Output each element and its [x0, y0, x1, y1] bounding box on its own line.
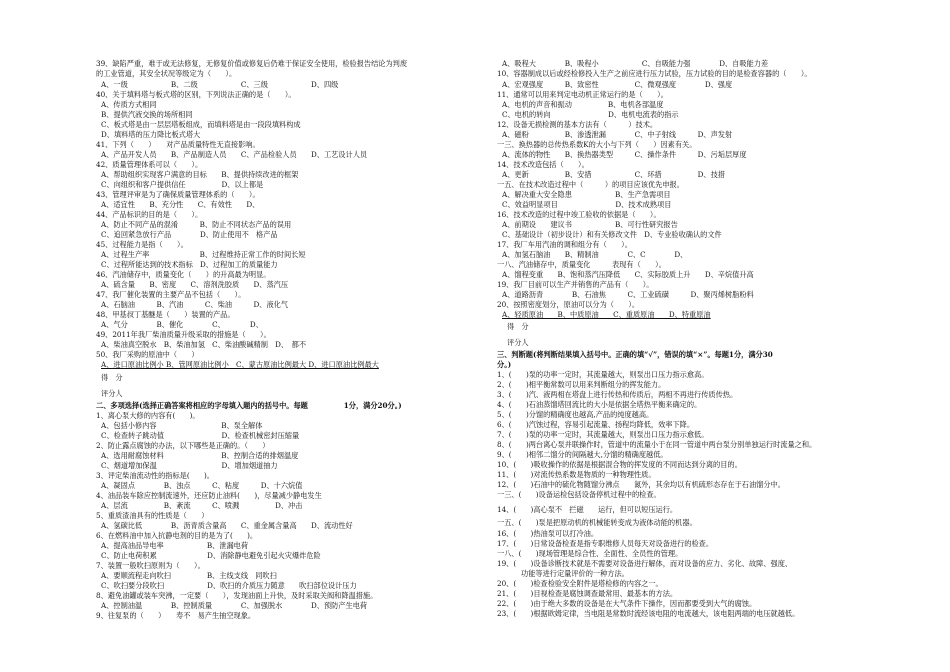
text-line: 44、产品标识的目的是（ ）。	[96, 210, 203, 219]
text-line: 20、按照密度划分，原油可以分为（ ）。	[497, 300, 640, 309]
text-line: 14、技术改造包括（ ）。	[497, 160, 589, 169]
text-line: 一三、换热器的总传热系数K的大小与下列（ ）因素有关。	[497, 140, 697, 149]
text-line: 42、质量管理体系可以（ ）。	[96, 160, 203, 169]
text-line: A、要顺流程走向吹扫 B、主线支线 同吹扫	[101, 571, 277, 580]
text-line: C、效益明显项目 D、技术成熟项目	[502, 200, 672, 209]
text-line: 得 分	[507, 322, 529, 331]
text-line: 5、( )分馏的精确度也越高,产品的纯度越高。	[497, 410, 654, 419]
text-line: A、帮助组织实现客户满意的目标 B、提供持续改进的框架	[101, 170, 299, 179]
text-line: 17、我厂车用汽油的调和组分有（ ）。	[497, 240, 632, 249]
text-line: 45、过程能力是指（ ）。	[96, 240, 188, 249]
text-line: A、控制油温 B、控制质量 C、加强脱水 D、预防产生电荷	[101, 601, 368, 610]
text-line: C、板式塔是由一层层塔板组成，而填料塔是由一段段填料构成	[101, 120, 301, 129]
text-line: 一八、( )现场管理是综合性、全面性、全员性的管理。	[497, 549, 683, 558]
text-line: C、检查转子跳动值 D、检查机械密封压缩量	[101, 431, 300, 440]
text-line: A、吸程大 B、吸程小 C、自吸能力强 D、自吸能力差	[502, 59, 769, 68]
text-line: 50、我厂采购的原油中（ ）	[96, 350, 199, 359]
text-line: 4、油品装车除应控制流速外，还应防止油料( )，尽量减少静电发生	[96, 491, 322, 500]
text-line: A、传质方式相同	[101, 100, 157, 109]
text-line: 12、设备无损检测的基本方法有（ ）技术。	[497, 120, 658, 129]
text-line: 19、( )设备诊断技术就是不需要对设备进行解体，而对设备的应力、劣化、故障、强度、	[497, 559, 793, 568]
text-line: 23、( )根据欧姆定律，当电阻是常数时流经该电阻的电流越大，该电阻两端的电压就越低。	[497, 609, 800, 618]
text-line: A、流体的物性 B、换热器类型 C、操作条件 D、污垢层厚度	[502, 150, 747, 159]
text-line: 17、( )日常设备检查是指专职维修人员每天对设备进行的检查。	[497, 539, 714, 548]
text-line: 9、( )相邻二馏分的间隔越大,分馏的精确度越低。	[497, 450, 668, 459]
text-line: A、磁粉 B、渗透泄漏 C、中子射线 D、声发射	[502, 130, 733, 139]
text-line: C、吹扫要分段吹扫 D、吹扫的介质压力随意 吹扫部位设计压力	[101, 581, 357, 590]
text-line: C、电机的转向 D、电机电流表的指示	[502, 110, 679, 119]
text-line: 的工业管道，其安全状况等级定为（ ）。	[96, 69, 237, 78]
text-line: 11、( )对流传热系数是物质的一种物理性质。	[497, 470, 656, 479]
text-line: D、填料塔的压力降比板式塔大	[101, 130, 201, 139]
text-line: 47、我厂催化装置的主要产品不包括（ ）。	[96, 290, 246, 299]
text-line: 14、( )高心泵不 拦磁 运行，但可以短压运行。	[497, 505, 678, 514]
text-line: 20、( )检查检验安全附件是塔检修的内容之一。	[497, 579, 663, 588]
text-line: A、馏程变重 B、饱和蒸汽压降低 C、实际胶质上升 D、辛烷值升高	[502, 270, 754, 279]
text-line: 得 分	[101, 373, 123, 382]
text-line: A、产品开发人员 B、产品制造人员 C、产品检验人员 D、工艺设计人员	[101, 150, 368, 159]
text-line: 7、( )泵的功率一定时，其流量越大，则泵出口压力指示愈低。	[497, 430, 709, 439]
text-line: A、进口原油比例小 B、管网原油比例小 C、蒙古原油比例最大 D、进口原油比例最大	[101, 360, 379, 369]
text-line: A、前期设 建议书 B、可行性研究报告	[502, 220, 678, 229]
text-line: 8、避免油罐或装车突沸，一定要（ ），发现油面上升快，及时采取关阀和降温措施。	[96, 591, 378, 600]
text-line: 2、( )相平衡常数可以用来判断组分的挥发能力。	[497, 380, 666, 389]
text-line: 19、我厂目前可以生产并销售的产品有（ ）。	[497, 280, 654, 289]
text-line: A、道路沥青 B、石油焦 C、工业硫磺 D、聚丙烯树脂粉料	[502, 290, 754, 299]
text-line: A、柴油真空脱水 B、柴油加氢 C、柴油酸碱精制 D、 都不	[101, 340, 307, 349]
text-line: 8、( )两台离心泵并联操作时，管道中的流量小于在同一管道中两台泵分别单独运行时流量之和。	[497, 440, 817, 449]
text-line: 12、( )石油中的硫化物随馏分沸点 氮外，其余均以有机硫形态存在于石油馏分中。	[497, 480, 785, 489]
text-line: A、防止不同产品的混淆 B、防止不同状态产品的误用	[101, 220, 292, 229]
text-line: A、提高油品导电率 B、泄漏电荷	[101, 541, 249, 550]
text-line: C、基础设计（初步设计）和有关修改文件 D、专业验收确认的文件	[502, 230, 722, 239]
text-line: 一八、汽油储存中，质量变化 表现有（ ）。	[497, 260, 666, 269]
text-line: A、选用耐腐蚀材料 B、控制合适的排烟温度	[101, 451, 299, 460]
text-line: A、包括小修内容 B、泵全解体	[101, 421, 263, 430]
text-line: C、烟道增加保温 D、增加烟道抽力	[101, 461, 278, 470]
text-line: A、一级 B、二级 C、三级 D、四级	[101, 80, 339, 89]
text-line: 16、( )热油泵可以打冷油。	[497, 529, 599, 538]
text-line: A、硫含量 B、密度 C、溶剂洗胶质 D、蒸汽压	[101, 280, 289, 289]
text-line: 40、关于填料塔与板式塔的区别，下列说法正确的是（ ）。	[96, 90, 296, 99]
text-line: 9、往复泵的（ ） 寿不 易产生抽空现象。	[96, 611, 256, 620]
text-line: 分。)	[497, 360, 512, 369]
text-line: 46、汽油储存中，质量变化（ ）的升高最为明显。	[96, 270, 271, 279]
text-line: C、向组织和客户提供信任 D、以上都是	[101, 180, 264, 189]
text-line: 一五、在技术改造过程中（ ）的项目应该优先申报。	[497, 180, 684, 189]
text-line: 4、( )石油蒸馏塔回流比的大小是依据全塔热平衡来确定的。	[497, 400, 702, 409]
text-line: 21、( )目视检查是腐蚀调查最常用、最基本的方法。	[497, 589, 678, 598]
text-line: 2、防止露点腐蚀的办法，以下哪些是正确的。（ ）	[96, 441, 270, 450]
text-line: A、过程生产率 B、过程维持正常工作的时间长短	[101, 250, 306, 259]
text-line: 7、装置一般吹扫原则为（ ）。	[96, 561, 205, 570]
text-line: C、防止电荷积累 D、消除静电避免引起火灾爆炸危险	[101, 551, 321, 560]
text-line: 10、( )吸收操作的依据是根据混合物的挥发度的不同而达到分离的目的。	[497, 460, 742, 469]
text-line: 评分人	[101, 389, 123, 398]
text-line: C、过程所能达到的技术指标 D、过程加工的质量能力	[101, 260, 278, 269]
text-line: A、加氢石脑油 B、精制油 C、C D、	[502, 250, 688, 259]
text-line: 6、在燃料油中加入抗静电剂的目的是为了( )。	[96, 531, 258, 540]
text-line: 6、( )汽蚀过程，容易引起流量、扬程均降低，效率下降。	[497, 420, 695, 429]
text-line: A、凝固点 B、浊点 C、粘度 D、十六烷值	[101, 481, 303, 490]
text-line: 二、多项选择(选择正确答案将相应的字母填入题内的括号中。每题 1分，满分20分。)	[96, 401, 402, 410]
text-line: A、更新 B、安措 C、环措 D、技措	[502, 170, 725, 179]
text-line: B、提供汽液交换的场所相同	[101, 110, 193, 119]
text-line: A、解决重大安全隐患 B、生产急需项目	[502, 190, 671, 199]
text-line: 三、判断题(将判断结果填入括号中。正确的填“√”，错误的填“×”。每题1分，满分30	[497, 350, 773, 359]
text-line: 43、管理评审是为了确保质量管理体系的（ ）。	[96, 190, 260, 199]
text-line: 评分人	[507, 338, 529, 347]
text-line: A、轻质原油 B、中质原油 C、重质原油 D、特重原油	[502, 310, 711, 319]
text-line: 1、离心泵大修的内容有( )。	[96, 411, 200, 420]
text-line: A、石脑油 B、汽油 C、柴油 D、液化气	[101, 300, 289, 309]
text-line: 一三、( )设备运检包括设备停机过程中的检查。	[497, 490, 661, 499]
text-line: 22、( )由于绝大多数的设备是在大气条件下操作，因而都要受到大气的腐蚀。	[497, 599, 757, 608]
text-line: 48、甲基叔丁基醚是（ ）装置的产品。	[96, 310, 235, 319]
text-line: 49、2011年我厂柴油质量升级采取的措施是（ ）。	[96, 330, 271, 339]
text-line: 1、( )泵的功率一定时，其流量越大，则泵出口压力指示愈高。	[497, 370, 709, 379]
text-line: 16、技术改造的过程中竣工验收的依据是（ ）。	[497, 210, 661, 219]
text-line: 11、通常可以用来判定电动机正常运行的是（ ）。	[497, 90, 668, 99]
text-line: 一五、( )泵是把原动机的机械能转变成为液体动能的机器。	[497, 518, 697, 527]
text-line: 39、缺陷严重，难于或无法修复，无修复价值或修复后仍难于保证安全使用，检验报告结论为判废	[96, 59, 408, 68]
text-line: A、电机的声音和振动 B、电机各部温度	[502, 100, 664, 109]
text-line: 3、评定柴油流动性的指标是( )。	[96, 471, 214, 480]
text-line: A、氢碳比低 B、沥青质含量高 C、重金属含量高 D、流动性好	[101, 521, 353, 530]
text-line: C、追回紧急放行产品 D、防止使用不 格产品	[101, 230, 278, 239]
text-line: A、气分 B、催化 C、 D、	[101, 320, 263, 329]
text-line: A、宏观强度 B、致密性 C、微观强度 D、强度	[502, 80, 733, 89]
text-line: A、适宜性 B、充分性 C、有效性 D、	[101, 200, 260, 209]
text-line: A、层流 B、紊流 C、喷溅 D、冲击	[101, 501, 303, 510]
text-line: 41、下列（ ） 对产品质量特性无直接影响。	[96, 140, 260, 149]
text-line: 3、( )汽、液两相在塔盘上进行传热和传质后，两相不再进行传质传热。	[497, 390, 738, 399]
text-line: 10、容器制成以后或经检修投入生产之前应进行压力试验，压力试验的目的是检查容器的（ ）。	[497, 69, 812, 78]
text-line: 5、重质渣油具有的性质是（ ）	[96, 511, 209, 520]
text-line: 功能等进行定量评价的一种方法。	[521, 569, 629, 578]
